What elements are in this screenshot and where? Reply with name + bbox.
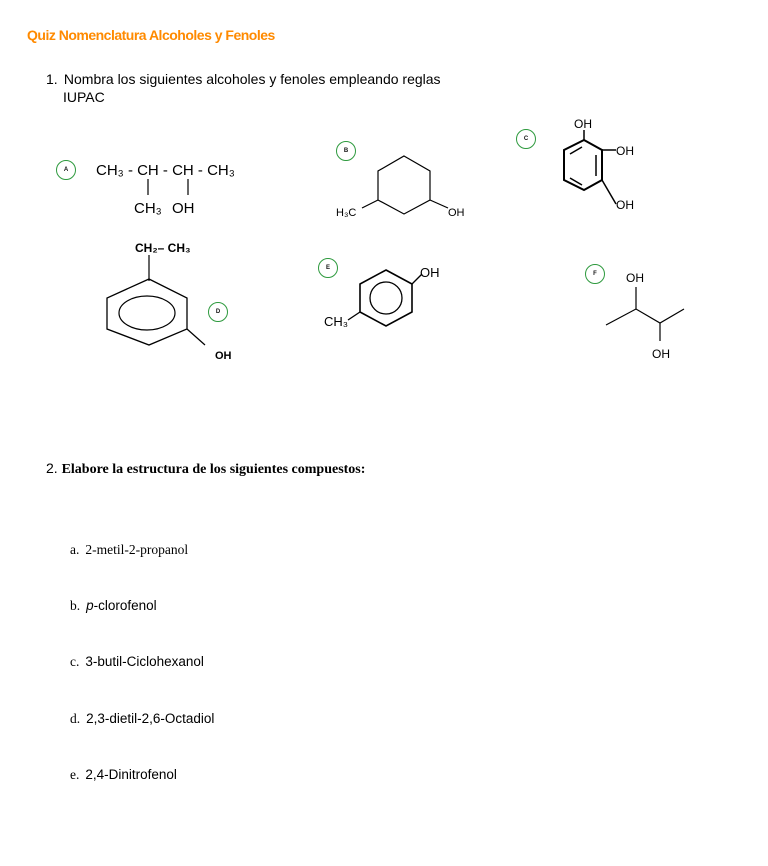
list-item-letter: a. [70, 542, 80, 557]
structure-d-oh: OH [215, 350, 232, 362]
badge-d: D [208, 302, 228, 322]
structure-c-oh2: OH [616, 144, 634, 158]
list-item-b [70, 598, 157, 614]
list-item-c [70, 654, 204, 670]
list-item-text: 2-metil-2-propanol [85, 542, 189, 557]
list-item-letter: e. [70, 767, 80, 782]
list-item-letter: b. [70, 598, 81, 613]
list-item-prefix: p [86, 598, 94, 613]
page-title: Quiz Nomenclatura Alcoholes y Fenoles [27, 27, 275, 43]
badge-e: E [318, 258, 338, 278]
list-item-text: 3-butil-Ciclohexanol [85, 654, 204, 669]
structure-c-oh3: OH [616, 198, 634, 212]
list-item-a [70, 542, 188, 558]
badge-c: C [516, 129, 536, 149]
list-item-text: 2,3-dietil-2,6-Octadiol [86, 711, 215, 726]
structure-f [600, 265, 700, 365]
structure-b-left: H₃C [336, 207, 357, 219]
structure-e-oh: OH [420, 265, 440, 280]
badge-a: A [56, 160, 76, 180]
structure-a-chain: CH₃ - CH - CH - CH₃ [96, 162, 235, 179]
list-item-text: 2,4-Dinitrofenol [85, 767, 177, 782]
structure-b-right: OH [448, 207, 465, 219]
list-item-d [70, 711, 214, 727]
question-1-number: 1. [46, 71, 58, 87]
structure-f-oh2: OH [652, 347, 670, 361]
list-item-letter: d. [70, 711, 81, 726]
structure-a-sub1: CH₃ [134, 200, 162, 217]
question-2-text: Elabore la estructura de los siguientes compuestos: [61, 462, 366, 477]
structure-a-sub2: OH [172, 200, 195, 217]
list-item-text: -clorofenol [93, 598, 157, 613]
badge-b: B [336, 141, 356, 161]
question-1-line1: Nombra los siguientes alcoholes y fenoles empleando reglas [63, 71, 441, 87]
list-item-letter: c. [70, 654, 80, 669]
structure-a [90, 155, 260, 225]
list-item-e [70, 767, 177, 783]
question-2 [46, 460, 365, 478]
structure-d-chain: CH₂– CH₃ [135, 241, 191, 255]
structure-f-oh1: OH [626, 271, 644, 285]
structure-e [320, 260, 460, 340]
structure-c-oh1: OH [574, 117, 592, 131]
structure-e-ch3: CH₃ [324, 314, 349, 329]
structure-c [550, 112, 650, 222]
question-2-number: 2. [46, 460, 58, 476]
structure-b [330, 150, 480, 225]
question-1 [46, 70, 476, 106]
structure-d [95, 235, 255, 370]
badge-f: F [585, 264, 605, 284]
question-1-line2: IUPAC [63, 89, 105, 105]
